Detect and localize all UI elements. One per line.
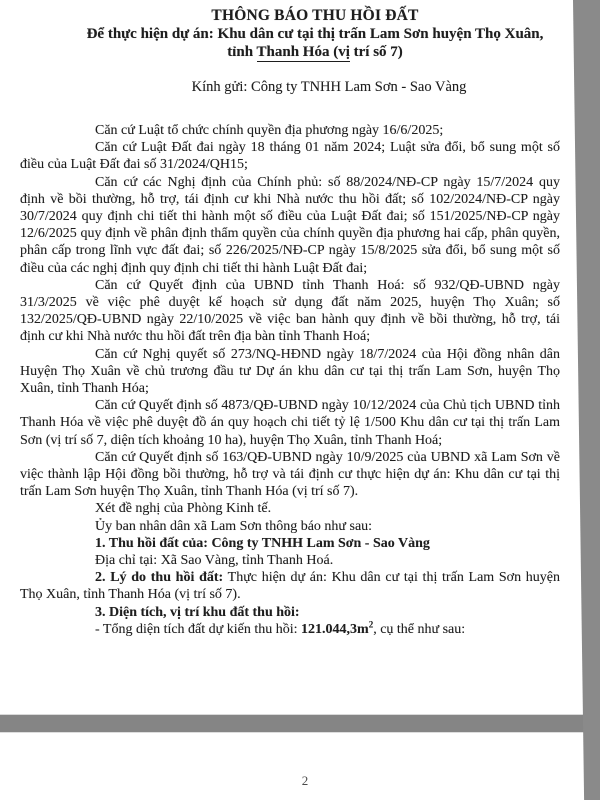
legal-basis-3: Căn cứ các Nghị định của Chính phủ: số 88/2024/NĐ-CP ngày 15/7/2024 quy định về bồi thường, hỗ trợ, tái định cư khi Nhà nước thu hồi đất; số 102/2024/NĐ-CP ngày 30/7/2024 quy định chi tiết thi hành một số điều của Luật Đất đai; số 151/2025/NĐ-CP ngày 12/6/2025 quy định về phân định thẩm quyền của chính quyền địa phương hai cấp, phân quyền, phân cấp trong lĩnh vực đất đai; số 226/2025/NĐ-CP ngày 15/8/2025 sửa đổi, bổ sung một số điều của các nghị định quy định chi tiết thi hành Luật Đất đai;	[20, 174, 560, 276]
subtitle-underlined-text: Thanh Hóa (vị	[256, 44, 350, 60]
subtitle-suffix: trí số 7)	[349, 44, 403, 60]
address-line: Địa chỉ tại: Xã Sao Vàng, tỉnh Thanh Hoá.	[95, 553, 334, 569]
legal-basis-7: Căn cứ Quyết định số 163/QĐ-UBND ngày 10/9/2025 của UBND xã Lam Sơn về việc thành lập Hội đồng bồi thường, hỗ trợ và tái định cư thực hiện dự án: Khu dân cư tại thị trấn Lam Sơn huyện Thọ Xuân, tỉnh Thanh Hóa (vị trí số 7).	[20, 449, 560, 500]
consideration-line: Xét đề nghị của Phòng Kinh tế.	[95, 501, 272, 517]
document-title: THÔNG BÁO THU HỒI ĐẤT	[211, 7, 419, 24]
salutation-line: Kính gửi: Công ty TNHH Lam Sơn - Sao Vàng	[191, 79, 467, 95]
page-separator	[0, 714, 600, 733]
legal-basis-5: Căn cứ Nghị quyết số 273/NQ-HĐND ngày 18/7/2024 của Hội đồng nhân dân Huyện Thọ Xuân về chủ trương đầu tư Dự án khu dân cư tại thị trấn Lam Sơn, huyện Thọ Xuân, tỉnh Thanh Hóa;	[20, 346, 560, 397]
total-area-line: - Tổng diện tích đất dự kiến thu hồi: $121.044,3m^2$, cụ thể như sau:	[95, 619, 466, 637]
legal-basis-1: Căn cứ Luật tổ chức chính quyền địa phương ngày 16/6/2025;	[95, 123, 444, 138]
announcement-intro: Ủy ban nhân dân xã Lam Sơn thông báo như sau:	[95, 518, 373, 534]
legal-basis-6: Căn cứ Quyết định số 4873/QĐ-UBND ngày 10/12/2024 của Chủ tịch UBND tỉnh Thanh Hóa về việc phê duyệt đồ án quy hoạch chi tiết tỷ lệ 1/500 Khu dân cư tại thị trấn Lam Sơn (vị trí số 7, diện tích khoảng 10 ha), huyện Thọ Xuân, tỉnh Thanh Hoá;	[20, 398, 560, 448]
section-1-heading: 1. Thu hồi đất của: Công ty TNHH Lam Sơn - Sao Vàng	[95, 535, 430, 551]
legal-basis-2: Căn cứ Luật Đất đai ngày 18 tháng 01 năm 2024; Luật sửa đổi, bổ sung một số điều của Luật Đất đai số 31/2024/QH15;	[20, 140, 560, 173]
legal-basis-4: Căn cứ Quyết định của UBND tỉnh Thanh Hoá: số 932/QĐ-UBND ngày 31/3/2025 về việc phê duyệt kế hoạch sử dụng đất năm 2025, huyện Thọ Xuân; số 132/2025/QĐ-UBND ngày 22/10/2025 về việc ban hành quy định về bồi thường, hỗ trợ, tái định cư khi Nhà nước thu hồi đất trên địa bàn tỉnh Thanh Hoá;	[20, 277, 560, 345]
document-subtitle-line-2	[52, 43, 578, 61]
document-subtitle-line-1: Để thực hiện dự án: Khu dân cư tại thị trấn Lam Sơn huyện Thọ Xuân,	[86, 26, 544, 42]
document-body	[0, 122, 578, 638]
subtitle-prefix: tỉnh	[227, 44, 257, 60]
page-2-number: 2	[301, 773, 309, 788]
section-3-heading: 3. Diện tích, vị trí khu đất thu hồi:	[95, 604, 300, 620]
document-header	[0, 0, 578, 61]
section-2: 2. Lý do thu hồi đất: Thực hiện dự án: Khu dân cư tại thị trấn Lam Sơn huyện Thọ Xuân, tỉnh Thanh Hóa (vị trí số 7).	[20, 570, 560, 603]
